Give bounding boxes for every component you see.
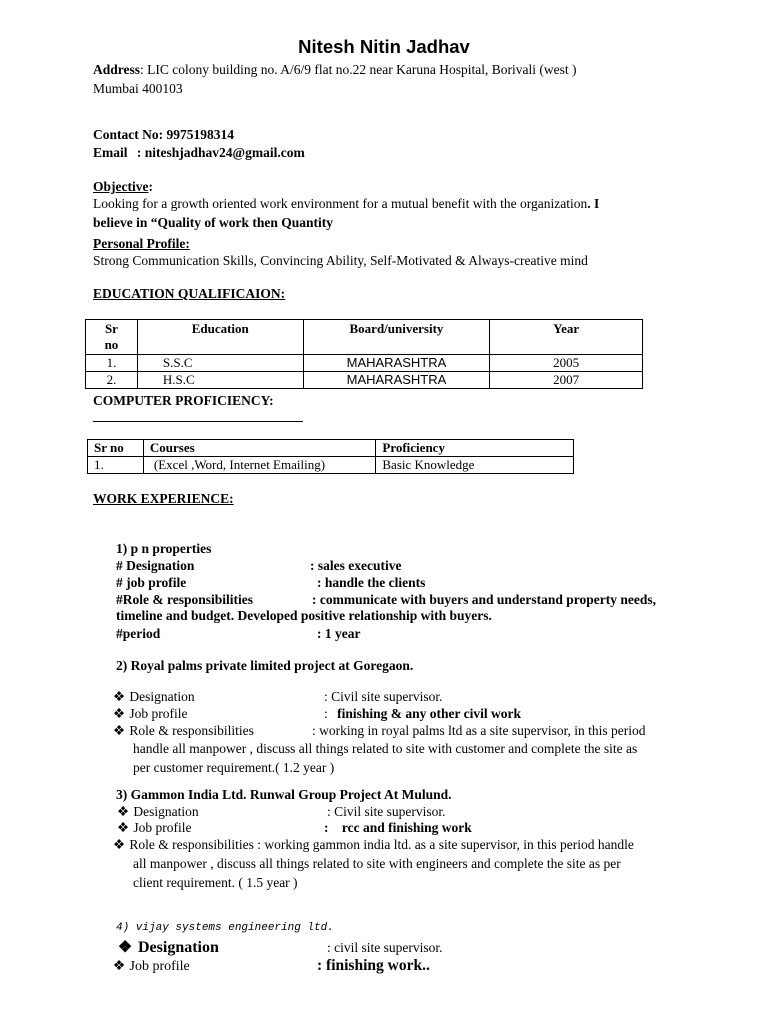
- profile-heading: Personal Profile:: [93, 236, 190, 251]
- education-col-sr-line1: Sr: [104, 321, 118, 336]
- education-cell-board-text: MAHARASHTRA: [346, 355, 447, 370]
- job2-title: 2) Royal palms private limited project at Goregaon.: [116, 658, 414, 673]
- objective-colon: :: [148, 179, 153, 194]
- table-row: [86, 372, 643, 389]
- job3-title: 3) Gammon India Ltd. Runwal Group Project At Mulund.: [116, 787, 452, 802]
- table-row: [88, 457, 574, 474]
- job2-role-label: Role & responsibilities: [129, 723, 254, 738]
- computer-col-courses: Courses: [143, 440, 375, 457]
- job2-role-value: : working in royal palms ltd as a site supervisor, in this period: [312, 723, 646, 738]
- computer-heading: COMPUTER PROFICIENCY:: [93, 393, 274, 408]
- address-line-1: [93, 62, 576, 78]
- education-col-board: Board/university: [303, 320, 490, 355]
- objective-line-1: [93, 196, 599, 212]
- education-table: [85, 319, 643, 389]
- job1-designation-label: # Designation: [116, 558, 195, 573]
- email-label: Email: [93, 145, 128, 160]
- job2-profile-value-line: [324, 706, 521, 722]
- job3-profile-value: rcc and finishing work: [341, 820, 472, 835]
- job1-role-label: #Role & responsibilities: [116, 592, 254, 607]
- job2-role-line-3: per customer requirement.( 1.2 year ): [133, 760, 335, 775]
- education-cell-education: H.S.C: [137, 372, 303, 389]
- diamond-bullet-icon: ❖: [112, 723, 126, 738]
- objective-text-1-end: . I: [587, 196, 600, 211]
- job4-title: 4) vijay systems engineering ltd.: [116, 922, 334, 934]
- objective-heading: Objective: [93, 179, 149, 194]
- job3-profile-label: Job profile: [133, 820, 192, 835]
- job3-role-line-2: all manpower , discuss all things related to site with engineers and complete the site as per: [133, 856, 621, 871]
- job3-designation-value: : Civil site supervisor.: [327, 804, 446, 819]
- address-value: : LIC colony building no. A/6/9 flat no.22 near Karuna Hospital, Borivali (west ): [140, 62, 577, 77]
- job1-period-label: #period: [116, 626, 161, 641]
- computer-col-proficiency: Proficiency: [376, 440, 574, 457]
- education-header-row: [86, 320, 643, 355]
- objective-text-1: Looking for a growth oriented work environment for a mutual benefit with the organization: [93, 196, 588, 211]
- job3-role-line-3: client requirement. ( 1.5 year ): [133, 875, 298, 890]
- table-row: [86, 355, 643, 372]
- job2-profile-value: finishing & any other civil work: [337, 706, 522, 721]
- job4-profile-line: [112, 958, 190, 975]
- job4-profile-value: : finishing work..: [317, 957, 430, 974]
- job2-role-line: [112, 723, 254, 739]
- job4-designation-value: : civil site supervisor.: [327, 940, 443, 955]
- computer-header-row: [88, 440, 574, 457]
- job1-designation-value: : sales executive: [310, 558, 402, 573]
- education-col-sr: [86, 320, 138, 355]
- education-cell-education: S.S.C: [137, 355, 303, 372]
- job4-designation-line: [116, 937, 219, 957]
- job2-designation-line: [112, 689, 195, 705]
- job1-title: 1) p n properties: [116, 541, 212, 556]
- job3-designation-line: [116, 804, 199, 820]
- diamond-bullet-icon: ❖: [117, 939, 133, 956]
- education-cell-sr: 2.: [86, 372, 138, 389]
- education-heading: EDUCATION QUALIFICAION:: [93, 286, 286, 301]
- work-heading: WORK EXPERIENCE:: [93, 491, 234, 506]
- education-col-education: Education: [137, 320, 303, 355]
- address-label: Address: [93, 62, 141, 77]
- job1-profile-label: # job profile: [116, 575, 187, 590]
- job3-profile-value-line: [324, 820, 472, 836]
- education-cell-board-text: MAHARASHTRA: [346, 372, 447, 387]
- diamond-bullet-icon: ❖: [112, 706, 126, 721]
- email-line: [93, 145, 305, 161]
- education-cell-year: 2007: [490, 372, 643, 389]
- education-cell-sr: 1.: [86, 355, 138, 372]
- education-col-year: Year: [490, 320, 643, 355]
- computer-cell-sr: 1.: [88, 457, 144, 474]
- diamond-bullet-icon: ❖: [112, 959, 126, 974]
- diamond-bullet-icon: ❖: [112, 689, 126, 704]
- job1-role-value: : communicate with buyers and understand property needs,: [312, 592, 657, 607]
- education-cell-board: [303, 372, 490, 389]
- job3-profile-colon: :: [324, 820, 329, 835]
- contact-value: 9975198314: [166, 127, 234, 142]
- job3-role-line: [112, 837, 634, 853]
- objective-heading-line: [93, 179, 153, 195]
- education-cell-year: 2005: [490, 355, 643, 372]
- diamond-bullet-icon: ❖: [116, 804, 130, 819]
- diamond-bullet-icon: ❖: [116, 820, 130, 835]
- computer-cell-courses: (Excel ,Word, Internet Emailing): [143, 457, 375, 474]
- address-line-2: Mumbai 400103: [93, 81, 183, 96]
- job2-profile-colon: :: [324, 706, 328, 721]
- job1-role-value-2: timeline and budget. Developed positive relationship with buyers.: [116, 608, 492, 623]
- resume-name: Nitesh Nitin Jadhav: [298, 36, 470, 57]
- job2-designation-value: : Civil site supervisor.: [324, 689, 443, 704]
- job2-profile-line: [112, 706, 188, 722]
- computer-cell-proficiency: Basic Knowledge: [376, 457, 574, 474]
- contact-label: Contact No:: [93, 127, 164, 142]
- job4-designation-label: Designation: [138, 939, 219, 956]
- computer-table: [87, 439, 574, 474]
- contact-line: [93, 127, 234, 143]
- job2-designation-label: Designation: [129, 689, 195, 704]
- email-value: : niteshjadhav24@gmail.com: [136, 145, 305, 160]
- job3-role-line-1: Role & responsibilities : working gammon india ltd. as a site supervisor, in this period handle: [129, 837, 634, 852]
- objective-line-2: believe in “Quality of work then Quantity: [93, 215, 334, 230]
- computer-heading-rule: [93, 421, 303, 422]
- job4-profile-label: Job profile: [129, 959, 190, 974]
- job2-profile-label: Job profile: [129, 706, 188, 721]
- job1-profile-value: : handle the clients: [317, 575, 426, 590]
- profile-text: Strong Communication Skills, Convincing Ability, Self-Motivated & Always-creative mind: [93, 253, 588, 268]
- education-cell-board: [303, 355, 490, 372]
- education-col-sr-line2: no: [104, 337, 119, 352]
- job2-role-line-2: handle all manpower , discuss all things related to site with customer and complete the site as: [133, 741, 638, 756]
- job1-period-value: : 1 year: [317, 626, 361, 641]
- job3-profile-line: [116, 820, 192, 836]
- job3-designation-label: Designation: [133, 804, 199, 819]
- computer-col-sr: Sr no: [88, 440, 144, 457]
- diamond-bullet-icon: ❖: [112, 837, 126, 852]
